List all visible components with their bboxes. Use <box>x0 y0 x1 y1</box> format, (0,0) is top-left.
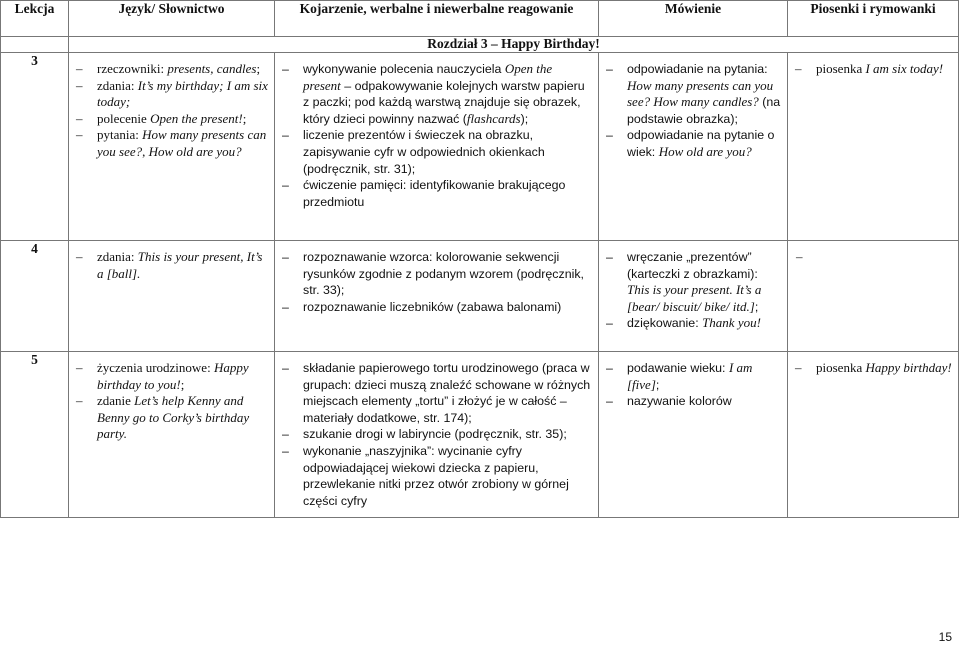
list-item: – rozpoznawanie wzorca: kolorowanie sekwencji rysunków zgodnie z podanym wzorem (podręcznik, str. 33); <box>303 249 592 299</box>
cell-piosenki <box>788 241 959 352</box>
lesson-row-3 <box>1 53 959 241</box>
list-item: – życzenia urodzinowe: Happy birthday to you!; <box>97 360 268 393</box>
lesson-row-5 <box>1 352 959 518</box>
cell-jezyk <box>69 241 275 352</box>
list-item: – odpowiadanie na pytania: How many presents can you see? How many candles? (na podstawie obrazka); <box>627 61 781 127</box>
cell-mowienie <box>599 241 788 352</box>
page-number: 15 <box>938 630 952 644</box>
empty-dash: – <box>796 249 803 264</box>
list-item: – wykonywanie polecenia nauczyciela Open the present – odpakowywanie kolejnych warstw papieru z paczki; pod każdą warstwą znajduje się obrazek, który dzieci powinny nazwać (flashcards); <box>303 61 592 127</box>
list-item: – piosenka Happy birthday! <box>816 360 952 377</box>
list-item: – piosenka I am six today! <box>816 61 952 78</box>
cell-jezyk <box>69 53 275 241</box>
list-item: – szukanie drogi w labiryncie (podręcznik, str. 35); <box>303 426 592 443</box>
list-item: – pytania: How many presents can you see?, How old are you? <box>97 127 268 160</box>
cell-mowienie <box>599 53 788 241</box>
list-item: – zdanie Let’s help Kenny and Benny go to Corky’s birthday party. <box>97 393 268 443</box>
chapter-title: Rozdział 3 – Happy Birthday! <box>69 37 959 53</box>
list-item: – ćwiczenie pamięci: identyfikowanie brakującego przedmiotu <box>303 177 592 210</box>
lesson-number: 4 <box>1 241 69 352</box>
list-item: – zdania: It’s my birthday; I am six today; <box>97 78 268 111</box>
list-item: – rzeczowniki: presents, candles; <box>97 61 268 78</box>
lesson-row-4 <box>1 241 959 352</box>
lesson-number: 5 <box>1 352 69 518</box>
cell-piosenki <box>788 53 959 241</box>
list-item: – nazywanie kolorów <box>627 393 781 410</box>
list-item: – wykonanie „naszyjnika”: wycinanie cyfry odpowiadającej wiekowi dziecka z papieru, przewlekanie nitki przez otwór zrobiony w górnej części cyfry <box>303 443 592 509</box>
list-item: – składanie papierowego tortu urodzinowego (praca w grupach: dzieci muszą znaleźć schowane w różnych miejscach elementy „tortu” i złożyć je w całość – materiały dodatkowe, str. 174); <box>303 360 592 426</box>
list-item: – dziękowanie: Thank you! <box>627 315 781 332</box>
list-item: – podawanie wieku: I am [five]; <box>627 360 781 393</box>
header-mowienie: Mówienie <box>599 1 788 37</box>
list-item: – zdania: This is your present, It’s a [ball]. <box>97 249 268 282</box>
cell-jezyk <box>69 352 275 518</box>
header-row <box>1 1 959 37</box>
lesson-number: 3 <box>1 53 69 241</box>
cell-kojarzenie <box>275 352 599 518</box>
list-item: – rozpoznawanie liczebników (zabawa balonami) <box>303 299 592 316</box>
header-lekcja: Lekcja <box>1 1 69 37</box>
cell-mowienie <box>599 352 788 518</box>
cell-kojarzenie <box>275 241 599 352</box>
list-item: – odpowiadanie na pytanie o wiek: How old are you? <box>627 127 781 160</box>
header-kojarzenie: Kojarzenie, werbalne i niewerbalne reagowanie <box>275 1 599 37</box>
header-jezyk: Język/ Słownictwo <box>69 1 275 37</box>
header-piosenki: Piosenki i rymowanki <box>788 1 959 37</box>
cell-piosenki <box>788 352 959 518</box>
cell-kojarzenie <box>275 53 599 241</box>
list-item: – polecenie Open the present!; <box>97 111 268 128</box>
list-item: – liczenie prezentów i świeczek na obrazku, zapisywanie cyfr w odpowiednich okienkach (podręcznik, str. 31); <box>303 127 592 177</box>
list-item: – wręczanie „prezentów” (karteczki z obrazkami): This is your present. It’s a [bear/ biscuit/ bike/ itd.]; <box>627 249 781 315</box>
chapter-row <box>1 37 959 53</box>
